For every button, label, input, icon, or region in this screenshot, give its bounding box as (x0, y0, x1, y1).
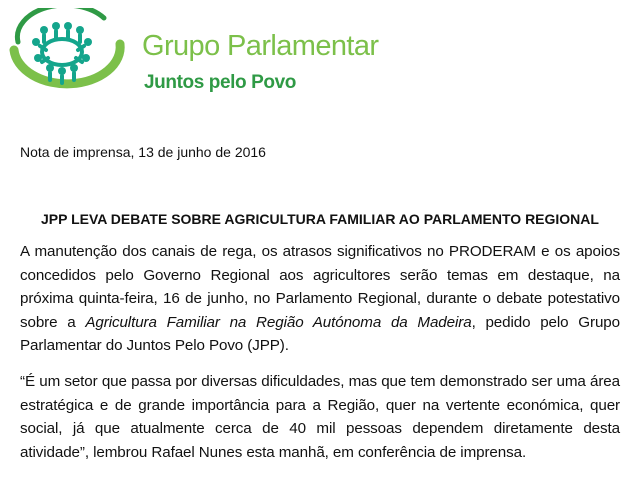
org-header (142, 30, 379, 93)
jpp-logo (0, 8, 130, 98)
org-subtitle: Juntos pelo Povo (144, 72, 296, 93)
press-note-date: Nota de imprensa, 13 de junho de 2016 (20, 144, 266, 160)
body-paragraph-1 (20, 240, 620, 358)
body-paragraph-2: “É um setor que passa por diversas dificuldades, mas que tem demonstrado ser uma área estratégica e de grande importância para a Região, quer na vertente económica, quer social, já que atualmente cerca de 40 mil pessoas dependem diretamente desta atividade”, lembrou Rafael Nunes esta manhã, em conferência de imprensa. (20, 373, 620, 461)
org-name: Grupo Parlamentar (142, 30, 379, 62)
paragraph-1-tail: , pedido pelo Grupo Parlamentar do Juntos Pelo Povo (JPP). (20, 313, 620, 354)
people-circle-logo-icon (0, 8, 130, 98)
paragraph-1-lead: A manutenção dos canais de rega, os atrasos significativos no PRODERAM e os apoios concedidos pelo Governo Regional aos agricultores serão temas em destaque, na próxima quinta-feira, 16 de junho, no Parlamento Regional, durante o debate potestativo sobre a (20, 243, 620, 331)
press-headline: JPP LEVA DEBATE SOBRE AGRICULTURA FAMILIAR AO PARLAMENTO REGIONAL (41, 211, 599, 227)
paragraph-1-italic-title: Agricultura Familiar na Região Autónoma da Madeira (85, 313, 472, 331)
